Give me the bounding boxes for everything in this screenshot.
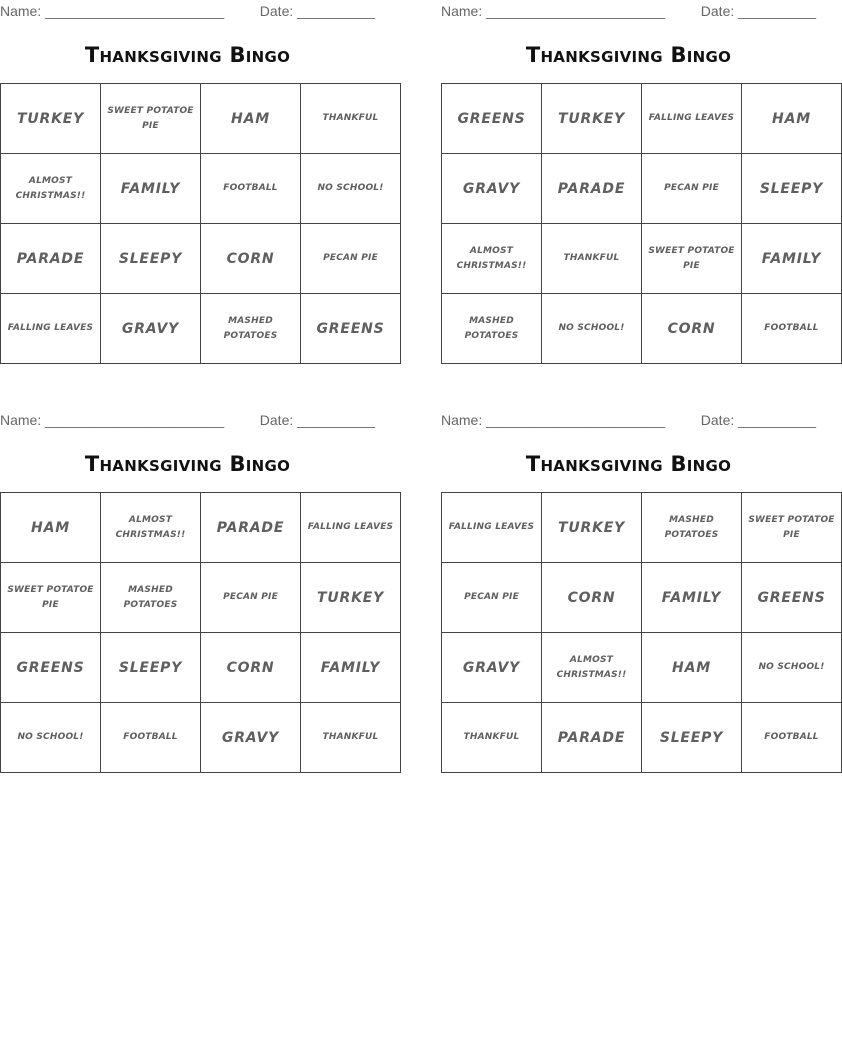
bingo-cell: NO SCHOOL! <box>542 294 642 364</box>
bingo-cell: ALMOST CHRISTMAS!! <box>542 633 642 703</box>
bingo-cell: MASHED POTATOES <box>642 493 742 563</box>
bingo-cell: THANKFUL <box>301 703 401 773</box>
bingo-cell: CORN <box>201 224 301 294</box>
bingo-card-2 <box>441 0 824 365</box>
bingo-cell: HAM <box>201 84 301 154</box>
bingo-cell: PECAN PIE <box>301 224 401 294</box>
grid-row <box>442 84 842 154</box>
grid-row <box>442 294 842 364</box>
bingo-cell: TURKEY <box>1 84 101 154</box>
bingo-cell: FOOTBALL <box>742 294 842 364</box>
bingo-cell: THANKFUL <box>301 84 401 154</box>
date-field-label: Date: __________ <box>700 3 816 19</box>
grid-row <box>442 563 842 633</box>
bingo-cell: HAM <box>642 633 742 703</box>
name-field-label: Name: _______________________ <box>441 412 666 428</box>
card-title: Thanksgiving Bingo <box>525 43 732 67</box>
bingo-cell: PECAN PIE <box>442 563 542 633</box>
bingo-cell: HAM <box>1 493 101 563</box>
bingo-cell: FALLING LEAVES <box>301 493 401 563</box>
grid-row <box>1 563 401 633</box>
bingo-cell: PARADE <box>542 703 642 773</box>
name-date-row <box>0 0 375 22</box>
bingo-card-1 <box>0 0 385 365</box>
grid-row <box>442 493 842 563</box>
bingo-cell: SLEEPY <box>101 224 201 294</box>
bingo-cell: GRAVY <box>442 154 542 224</box>
bingo-cell: FAMILY <box>642 563 742 633</box>
card-title: Thanksgiving Bingo <box>84 43 291 67</box>
card-title: Thanksgiving Bingo <box>525 452 732 476</box>
bingo-cell: PARADE <box>201 493 301 563</box>
bingo-cell: FOOTBALL <box>742 703 842 773</box>
bingo-cell: PARADE <box>542 154 642 224</box>
bingo-cell: MASHED POTATOES <box>442 294 542 364</box>
bingo-cell: MASHED POTATOES <box>201 294 301 364</box>
bingo-cell: CORN <box>642 294 742 364</box>
bingo-card-3 <box>0 409 394 774</box>
name-date-row <box>0 409 375 431</box>
bingo-cell: GRAVY <box>442 633 542 703</box>
bingo-cell: GRAVY <box>201 703 301 773</box>
bingo-cell: FOOTBALL <box>101 703 201 773</box>
bingo-cell: FALLING LEAVES <box>1 294 101 364</box>
grid-row <box>1 633 401 703</box>
bingo-cell: THANKFUL <box>442 703 542 773</box>
grid-row <box>1 703 401 773</box>
bingo-cell: PARADE <box>1 224 101 294</box>
bingo-cell: MASHED POTATOES <box>101 563 201 633</box>
bingo-cell: FOOTBALL <box>201 154 301 224</box>
bingo-cell: FALLING LEAVES <box>642 84 742 154</box>
date-field-label: Date: __________ <box>700 412 816 428</box>
bingo-card-4 <box>441 409 835 774</box>
grid-row <box>1 493 401 563</box>
bingo-grid <box>0 492 401 773</box>
grid-row <box>1 154 401 224</box>
bingo-cell: ALMOST CHRISTMAS!! <box>101 493 201 563</box>
bingo-cell: GRAVY <box>101 294 201 364</box>
bingo-cell: GREENS <box>442 84 542 154</box>
bingo-cell: FALLING LEAVES <box>442 493 542 563</box>
bingo-cell: SWEET POTATOE PIE <box>101 84 201 154</box>
bingo-cell: THANKFUL <box>542 224 642 294</box>
bingo-cell: CORN <box>201 633 301 703</box>
bingo-cell: TURKEY <box>542 84 642 154</box>
bingo-cell: TURKEY <box>542 493 642 563</box>
bingo-cell: CORN <box>542 563 642 633</box>
bingo-cell: HAM <box>742 84 842 154</box>
grid-row <box>1 294 401 364</box>
bingo-cell: GREENS <box>1 633 101 703</box>
card-title: Thanksgiving Bingo <box>84 452 291 476</box>
bingo-cell: FAMILY <box>301 633 401 703</box>
bingo-cell: PECAN PIE <box>642 154 742 224</box>
bingo-cell: SLEEPY <box>642 703 742 773</box>
grid-row <box>442 154 842 224</box>
bingo-cell: SWEET POTATOE PIE <box>642 224 742 294</box>
grid-row <box>442 224 842 294</box>
bingo-cell: SLEEPY <box>742 154 842 224</box>
bingo-grid <box>441 492 842 773</box>
bingo-cell: NO SCHOOL! <box>301 154 401 224</box>
bingo-cell: NO SCHOOL! <box>1 703 101 773</box>
name-field-label: Name: _______________________ <box>0 412 225 428</box>
name-field-label: Name: _______________________ <box>0 3 225 19</box>
grid-row <box>1 84 401 154</box>
bingo-cell: ALMOST CHRISTMAS!! <box>442 224 542 294</box>
date-field-label: Date: __________ <box>259 3 375 19</box>
bingo-cell: ALMOST CHRISTMAS!! <box>1 154 101 224</box>
bingo-cell: SLEEPY <box>101 633 201 703</box>
grid-row <box>442 633 842 703</box>
name-date-row <box>441 409 816 431</box>
date-field-label: Date: __________ <box>259 412 375 428</box>
bingo-cell: TURKEY <box>301 563 401 633</box>
bingo-cell: FAMILY <box>742 224 842 294</box>
grid-row <box>442 703 842 773</box>
bingo-grid <box>0 83 401 364</box>
bingo-cell: GREENS <box>742 563 842 633</box>
bingo-cell: SWEET POTATOE PIE <box>742 493 842 563</box>
bingo-cell: GREENS <box>301 294 401 364</box>
bingo-cell: FAMILY <box>101 154 201 224</box>
bingo-grid <box>441 83 842 364</box>
bingo-cell: NO SCHOOL! <box>742 633 842 703</box>
bingo-cell: SWEET POTATOE PIE <box>1 563 101 633</box>
name-field-label: Name: _______________________ <box>441 3 666 19</box>
grid-row <box>1 224 401 294</box>
name-date-row <box>441 0 816 22</box>
bingo-cell: PECAN PIE <box>201 563 301 633</box>
